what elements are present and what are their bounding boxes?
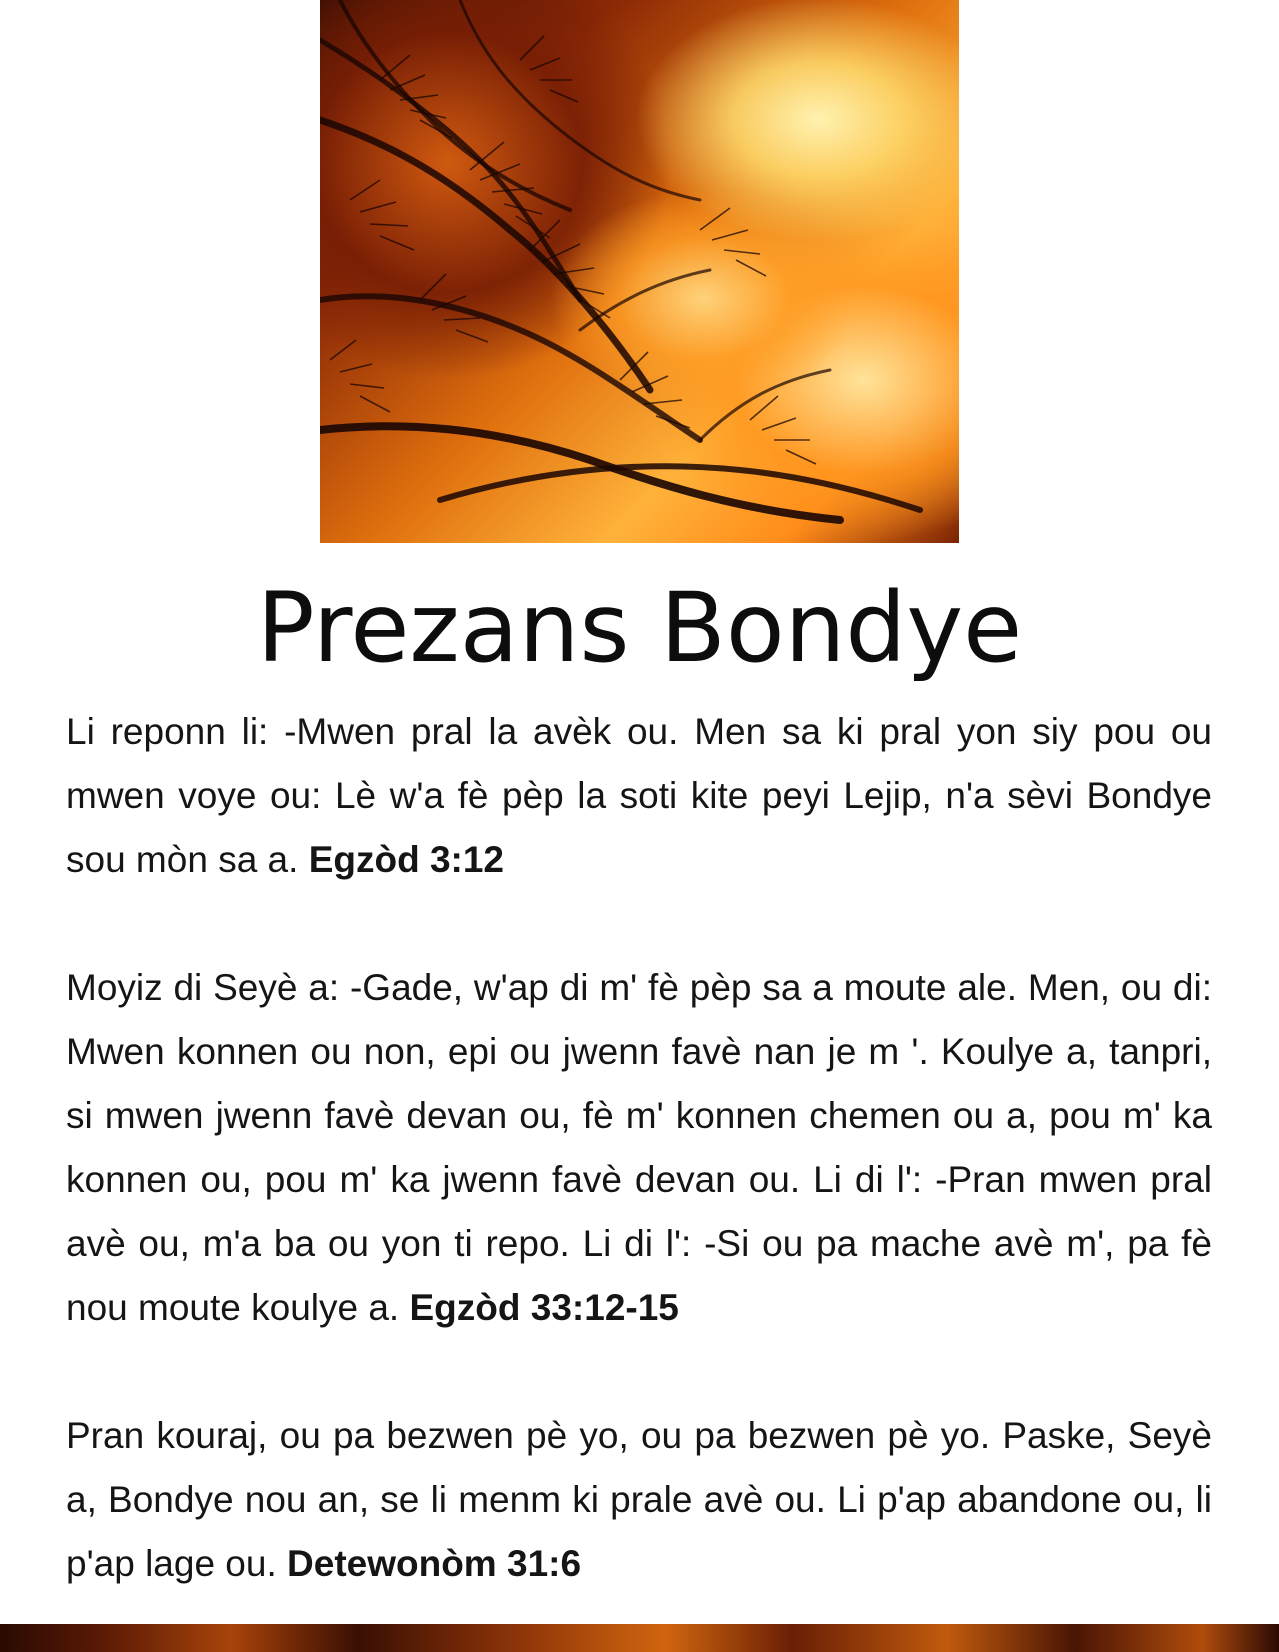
tree-branches-silhouette (320, 0, 959, 543)
scripture-paragraph (66, 1404, 1212, 1596)
verse-reference: Egzòd 3:12 (308, 839, 505, 880)
fire-image-strip (0, 1624, 1279, 1652)
verse-reference: Egzòd 33:12-15 (409, 1287, 679, 1328)
scripture-paragraph (66, 956, 1212, 1340)
verse-text: Li reponn li: -Mwen pral la avèk ou. Men sa ki pral yon siy pou ou mwen voye ou: Lè w'a fè pèp la soti kite peyi Lejip, n'a sèvi Bondye sou mòn sa a. (66, 711, 1212, 880)
verse-reference: Detewonòm 31:6 (287, 1543, 582, 1584)
scripture-content (66, 700, 1212, 1596)
scripture-paragraph (66, 700, 1212, 892)
verse-text: Pran kouraj, ou pa bezwen pè yo, ou pa bezwen pè yo. Paske, Seyè a, Bondye nou an, se li menm ki prale avè ou. Li p'ap abandone ou, li p'ap lage ou. (66, 1415, 1212, 1584)
burning-tree-image (320, 0, 959, 543)
verse-text: Moyiz di Seyè a: -Gade, w'ap di m' fè pèp sa a moute ale. Men, ou di: Mwen konnen ou non, epi ou jwenn favè nan je m '. Koulye a, tanpri, si mwen jwenn favè devan ou, fè m' konnen chemen ou a, pou m' ka konnen ou, pou m' ka jwenn favè devan ou. Li di l': -Pran mwen pral avè ou, m'a ba ou yon ti repo. Li di l': -Si ou pa mache avè m', pa fè nou moute koulye a. (66, 967, 1212, 1328)
page-title: Prezans Bondye (256, 572, 1023, 684)
